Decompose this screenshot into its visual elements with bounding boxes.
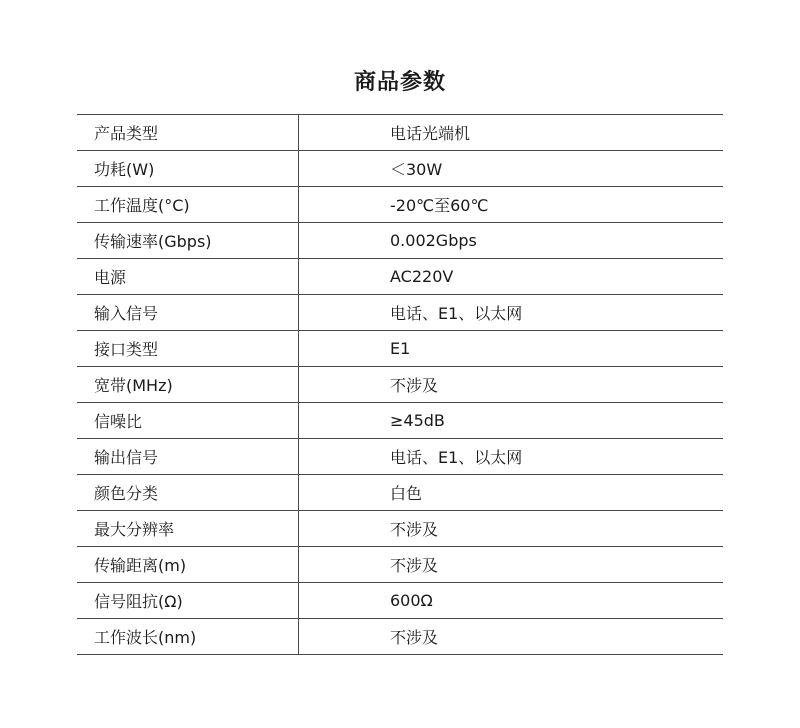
param-value: 电话光端机: [299, 115, 724, 151]
table-row: [77, 367, 723, 403]
param-label: 电源: [77, 259, 299, 295]
param-value: 电话、E1、以太网: [299, 439, 724, 475]
param-value: 不涉及: [299, 547, 724, 583]
page-title: 商品参数: [353, 70, 446, 95]
table-row: [77, 295, 723, 331]
param-label: 传输距离(m): [77, 547, 299, 583]
param-label: 输入信号: [77, 295, 299, 331]
table-row: [77, 403, 723, 439]
table-row: [77, 619, 723, 655]
param-label: 工作温度(°C): [77, 187, 299, 223]
table-row: [77, 259, 723, 295]
param-label: 颜色分类: [77, 475, 299, 511]
param-value: ＜30W: [299, 151, 724, 187]
param-value: 电话、E1、以太网: [299, 295, 724, 331]
spec-table: [77, 114, 723, 655]
param-value: 不涉及: [299, 367, 724, 403]
table-row: [77, 115, 723, 151]
table-row: [77, 475, 723, 511]
param-value: 不涉及: [299, 619, 724, 655]
param-label: 功耗(W): [77, 151, 299, 187]
param-label: 工作波长(nm): [77, 619, 299, 655]
param-value: 600Ω: [299, 583, 724, 619]
param-value: 不涉及: [299, 511, 724, 547]
param-label: 产品类型: [77, 115, 299, 151]
param-value: AC220V: [299, 259, 724, 295]
param-label: 输出信号: [77, 439, 299, 475]
table-row: [77, 511, 723, 547]
table-row: [77, 151, 723, 187]
param-value: ≥45dB: [299, 403, 724, 439]
param-label: 最大分辨率: [77, 511, 299, 547]
table-row: [77, 331, 723, 367]
param-label: 宽带(MHz): [77, 367, 299, 403]
param-value: 白色: [299, 475, 724, 511]
param-label: 信号阻抗(Ω): [77, 583, 299, 619]
param-label: 传输速率(Gbps): [77, 223, 299, 259]
table-row: [77, 439, 723, 475]
param-label: 接口类型: [77, 331, 299, 367]
param-value: 0.002Gbps: [299, 223, 724, 259]
table-row: [77, 547, 723, 583]
param-value: E1: [299, 331, 724, 367]
table-row: [77, 223, 723, 259]
param-value: -20℃至60℃: [299, 187, 724, 223]
param-label: 信噪比: [77, 403, 299, 439]
table-row: [77, 583, 723, 619]
table-row: [77, 187, 723, 223]
